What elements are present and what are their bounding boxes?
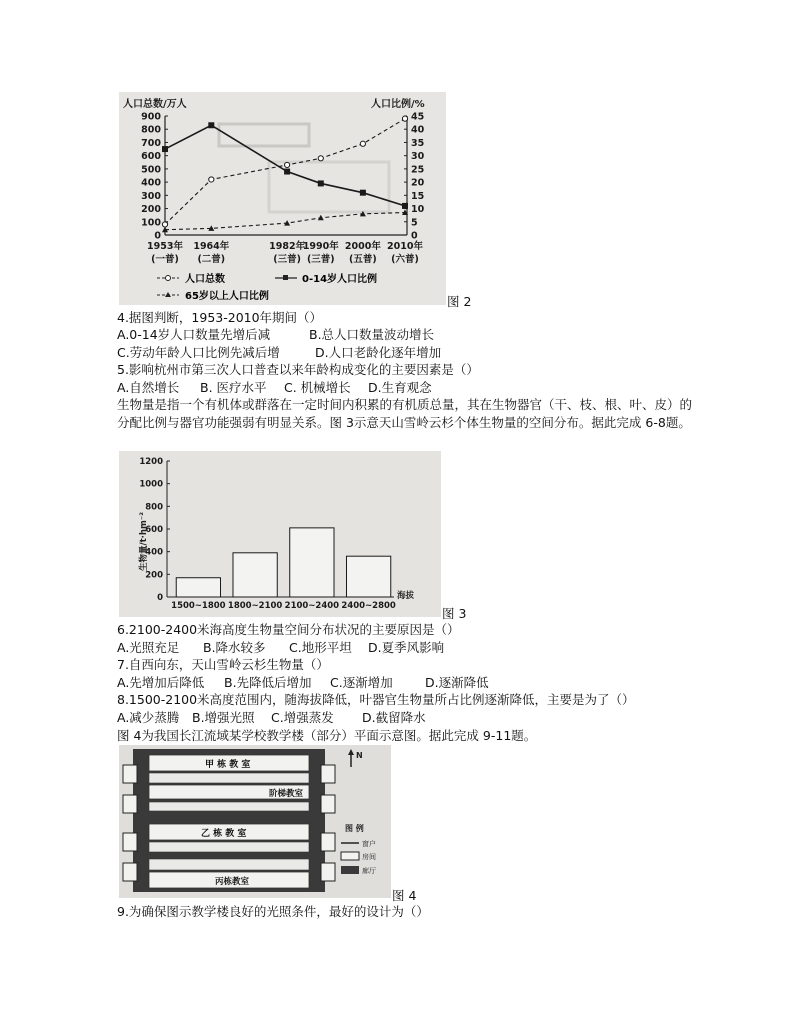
svg-text:廊厅: 廊厅 <box>362 867 376 875</box>
question-5-option-d: D.生育观念 <box>368 380 432 395</box>
question-6-stem: 6.2100-2400米海高度生物量空间分布状况的主要原因是（） <box>117 622 460 637</box>
room-legend-icon <box>341 852 359 860</box>
fig3-y-tick-label: 1200 <box>139 457 163 467</box>
fig2-point-young <box>208 122 214 128</box>
fig2-point-total <box>162 222 167 227</box>
fig2-x-census-label: (六普) <box>391 254 419 265</box>
fig2-x-census-label: (一普) <box>151 254 179 265</box>
fig4-label-jia: 甲 栋 教 室 <box>205 760 251 770</box>
question-8-option-d: D.截留降水 <box>362 710 426 725</box>
fig2-left-tick-label: 600 <box>141 151 161 163</box>
question-5-option-b: B. 医疗水平 <box>200 380 267 395</box>
question-6-option-a: A.光照充足 <box>117 640 180 655</box>
fig2-right-tick-label: 35 <box>411 137 425 149</box>
question-4-option-a: A.0-14岁人口数量先增后减 <box>117 327 271 342</box>
fig3-y-tick-label: 0 <box>157 593 163 603</box>
fig2-left-tick-label: 400 <box>141 177 161 189</box>
fig2-point-total <box>209 177 214 182</box>
fig3-bar <box>176 578 220 597</box>
fig2-x-census-label: (三普) <box>306 254 335 265</box>
fig2-left-tick-label: 800 <box>141 124 161 136</box>
question-4-option-c: C.劳动年龄人口比例先减后增 <box>117 345 280 360</box>
fig2-x-year-label: 2010年 <box>387 241 423 252</box>
fig3-x-axis-title: 海拔 <box>397 591 415 601</box>
figure-4-building-plan <box>119 745 391 898</box>
fig2-point-young <box>284 169 290 175</box>
fig2-left-tick-label: 100 <box>141 217 161 229</box>
question-7-option-a: A.先增加后降低 <box>117 675 205 690</box>
fig2-right-tick-label: 25 <box>411 164 425 176</box>
fig2-point-young <box>162 146 168 152</box>
figure-3-svg <box>119 451 441 617</box>
fig2-legend-old: 65岁以上人口比例 <box>185 291 269 302</box>
fig2-x-census-label: (五普) <box>349 254 377 265</box>
fig2-point-young <box>360 190 366 196</box>
question-7-option-c: C.逐渐增加 <box>330 675 393 690</box>
fig2-right-axis-title: 人口比例/% <box>371 99 425 110</box>
fig2-left-tick-label: 900 <box>141 111 161 123</box>
fig2-point-young <box>402 203 408 209</box>
figure-3-biomass-chart <box>119 451 441 617</box>
fig3-x-tick-label: 2100~2400 <box>284 601 340 611</box>
fig2-x-year-label: 1953年 <box>147 241 183 252</box>
fig3-y-tick-label: 400 <box>145 547 163 558</box>
question-6-option-d: D.夏季风影响 <box>368 640 445 655</box>
question-6-option-b: B.降水较多 <box>203 640 266 655</box>
fig2-x-census-label: (二普) <box>197 254 226 265</box>
question-9-stem: 9.为确保图示教学楼良好的光照条件，最好的设计为（） <box>117 904 429 919</box>
passage-building-intro: 图 4为我国长江流域某学校教学楼（部分）平面示意图。据此完成 9-11题。 <box>117 728 537 743</box>
fig4-label-yi: 乙 栋 教 室 <box>201 829 247 839</box>
question-5-option-c: C. 机械增长 <box>284 380 351 395</box>
fig2-legend-young: 0-14岁人口比例 <box>302 274 378 285</box>
fig2-x-year-label: 1990年 <box>302 241 339 252</box>
question-7-option-d: D.逐渐降低 <box>425 675 489 690</box>
fig2-x-census-label: (三普) <box>273 254 301 265</box>
fig4-label-jieti: 阶梯教室 <box>269 789 304 799</box>
passage-biomass-intro: 生物量是指一个有机体或群落在一定时间内积累的有机质总量，其在生物器官（干、枝、根、叶、皮）的分配比例与器官功能强弱有明显关系。图 3示意天山雪岭云杉个体生物量的空间分布。据此完成 6-8题。 <box>117 397 693 430</box>
fig2-left-tick-label: 0 <box>154 230 161 242</box>
hall-legend-icon <box>341 866 359 874</box>
figure-3-label: 图 3 <box>442 606 467 621</box>
fig3-x-tick-label: 1800~2100 <box>227 601 283 611</box>
fig2-legend-total: 人口总数 <box>185 274 225 285</box>
fig4-label-bing: 丙栋教室 <box>215 877 250 887</box>
fig2-right-tick-label: 10 <box>411 204 425 216</box>
fig2-point-total <box>318 156 323 161</box>
question-7-option-b: B.先降低后增加 <box>224 675 312 690</box>
question-4-stem: 4.据图判断，1953-2010年期间（） <box>117 310 323 325</box>
fig2-x-year-label: 2000年 <box>344 241 381 252</box>
question-6-option-c: C.地形平坦 <box>289 640 352 655</box>
svg-text:图 例: 图 例 <box>345 824 364 833</box>
question-4-option-d: D.人口老龄化逐年增加 <box>315 345 442 360</box>
figure-4-svg <box>119 745 391 898</box>
svg-text:N: N <box>356 751 363 760</box>
fig3-y-tick-label: 800 <box>145 502 163 513</box>
fig2-left-tick-label: 500 <box>141 164 161 176</box>
fig2-point-total <box>360 141 365 146</box>
svg-text:房间: 房间 <box>362 853 376 861</box>
fig2-right-tick-label: 30 <box>411 151 425 163</box>
fig2-right-tick-label: 5 <box>411 217 418 229</box>
fig2-point-total <box>402 116 407 121</box>
fig3-y-tick-label: 600 <box>145 525 163 535</box>
fig3-y-axis-title: 生物量/t·hm⁻² <box>139 511 149 571</box>
fig3-bar <box>346 556 390 597</box>
question-8-option-c: C.增强蒸发 <box>271 710 334 725</box>
fig3-bar <box>290 528 334 597</box>
fig2-right-tick-label: 15 <box>411 190 425 202</box>
question-7-stem: 7.自西向东，天山雪岭云杉生物量（） <box>117 657 329 672</box>
svg-text:窗户: 窗户 <box>362 840 376 848</box>
fig2-right-tick-label: 20 <box>411 177 425 189</box>
fig2-point-young <box>318 180 324 186</box>
question-8-stem: 8.1500-2100米高度范围内，随海拔降低，叶器官生物量所占比例逐渐降低，主要是为了（） <box>117 692 635 707</box>
fig2-left-tick-label: 200 <box>141 204 161 216</box>
fig2-x-year-label: 1964年 <box>193 241 230 252</box>
question-5-stem: 5.影响杭州市第三次人口普查以来年龄构成变化的主要因素是（） <box>117 362 479 377</box>
fig2-right-tick-label: 40 <box>411 124 425 136</box>
fig3-y-tick-label: 200 <box>145 570 163 581</box>
question-8-option-b: B.增强光照 <box>192 710 255 725</box>
fig2-left-axis-title: 人口总数/万人 <box>123 99 187 110</box>
fig2-x-year-label: 1982年 <box>269 241 306 252</box>
fig2-left-tick-label: 300 <box>141 190 161 202</box>
fig3-x-tick-label: 1500~1800 <box>171 601 226 611</box>
fig2-point-total <box>285 162 290 167</box>
question-4-option-b: B.总人口数量波动增长 <box>309 327 435 342</box>
figure-4-label: 图 4 <box>392 888 417 903</box>
figure-2-svg <box>119 92 446 305</box>
question-5-option-a: A.自然增长 <box>117 380 180 395</box>
fig3-bar <box>233 553 277 597</box>
fig3-y-tick-label: 1000 <box>139 479 163 490</box>
fig3-x-tick-label: 2400~2800 <box>341 601 396 611</box>
question-8-option-a: A.减少蒸腾 <box>117 710 180 725</box>
fig2-right-tick-label: 45 <box>411 111 425 123</box>
figure-2-population-chart <box>119 92 446 305</box>
fig2-left-tick-label: 700 <box>141 137 161 149</box>
fig2-right-tick-label: 0 <box>411 230 418 242</box>
figure-2-label: 图 2 <box>447 294 472 309</box>
